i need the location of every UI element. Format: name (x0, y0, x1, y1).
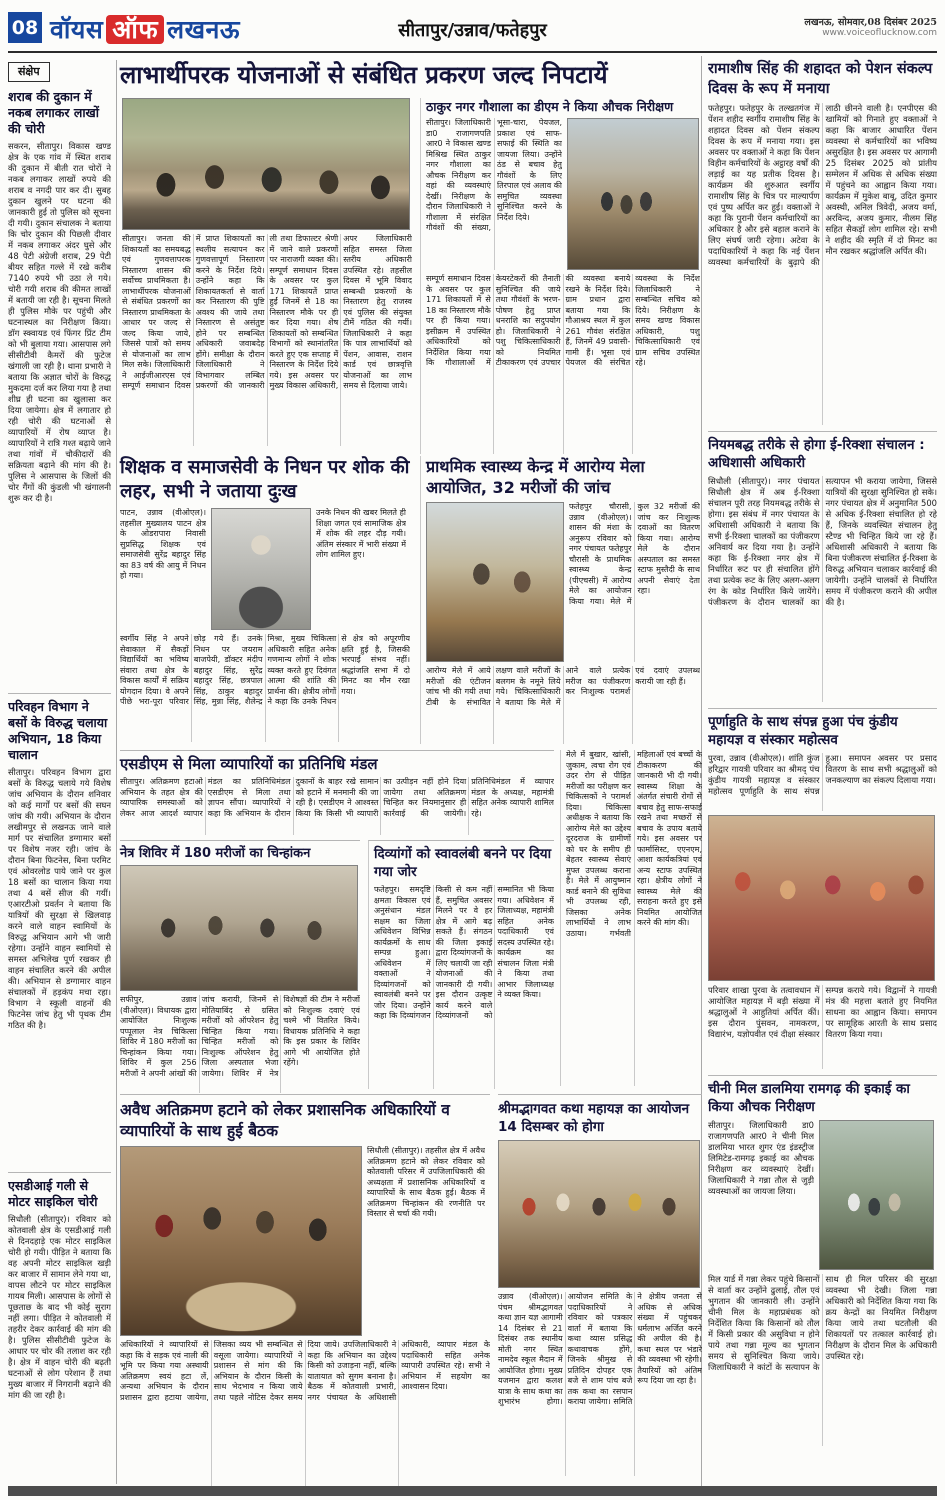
gaushala-article (420, 98, 700, 454)
encroachment-headline: अवैध अतिक्रमण हटाने को लेकर प्रशासनिक अधिकारियों व व्यापारियों के साथ हुई बैठक (120, 1101, 450, 1140)
erickshaw-article (708, 437, 937, 702)
encroachment-body-right: सिधौली (सीतापुर)। तहसील क्षेत्र में अवैध अतिक्रमण हटाने को लेकर रविवार को कोतवाली परिसर में उपजिलाधिकारी की अध्यक्षता में प्रशासनिक अधिकारियों व व्यापारियों के साथ बैठक हुई। बैठक में अतिक्रमण चिन्हांकन की रणनीति पर विस्तार से चर्चा की गयी। (367, 1146, 485, 1218)
photo-eye-camp (120, 865, 358, 991)
brief-body: सीतापुर। परिवहन विभाग द्वारा बसों के विरुद्ध चलाये गये विशेष जांच अभियान के दौरान शनिवार को कई मार्गों पर बसों की सघन जांच की गयी। अभियान के दौरान लखीमपुर से लखनऊ जाने वाले मार्ग पर संचालित डग्गामार बसों पर विशेष नजर रही। जांच के दौरान बिना फिटनेस, बिना परमिट एवं ओवरलोड पाये जाने पर कुल 18 बसों का चालान किया गया तथा 4 बसें सीज की गयीं। एआरटीओ प्रवर्तन ने बताया कि यात्रियों की सुरक्षा से खिलवाड़ करने वाले वाहन स्वामियों के विरुद्ध अभियान आगे भी जारी रहेगा। उन्होंने वाहन स्वामियों से समस्त अभिलेख पूर्ण रखकर ही वाहन संचालित करने की अपील की। अभियान से डग्गामार वाहन संचालकों में हड़कंप मचा रहा। विभाग ने स्कूली वाहनों की फिटनेस जांच हेतु भी पृथक टीम गठित की है। (8, 767, 111, 1030)
obituary-headline: शिक्षक व समाजसेवी के निधन पर शोक की लहर, सभी ने जताया दुःख (120, 457, 410, 502)
eye-camp-headline: नेत्र शिविर में 180 मरीजों का चिन्हांकन (120, 846, 311, 861)
bhagwat-katha-article (498, 1094, 702, 1476)
pension-day-headline: रामाशीष सिंह की शहादत को पेशन संकल्प दिवस के रूप में मनाया (708, 61, 933, 97)
mahayagya-article (708, 714, 937, 1069)
mahayagya-body-top: पुरवा, उन्नाव (वीओएल)। शांति कुंज हरिद्वार गायत्री परिवार का श्रीमद् पंच कुंडीय गायत्री महायज्ञ व संस्कार महोत्सव पूर्णाहुति के साथ संपन्न हुआ। समापन अवसर पर प्रसाद वितरण के साथ सभी श्रद्धालुओं को जनकल्याण का संकल्प दिलाया गया। (708, 753, 937, 796)
sugar-mill-article (708, 1081, 937, 1446)
divider (8, 1172, 111, 1173)
divider (708, 1075, 937, 1076)
mahayagya-body-bottom: परिवार शाखा पुरवा के तत्वावधान में आयोजित महायज्ञ में बड़ी संख्या में श्रद्धालुओं ने आहुतियां अर्पित कीं। इस दौरान पुंसवन, नामकरण, विद्यारंभ, यज्ञोपवीत एवं दीक्षा संस्कार सम्पन्न कराये गये। विद्वानों ने गायत्री मंत्र की महत्ता बताते हुए नियमित साधना का आह्वान किया। समापन पर सामूहिक आरती के साथ प्रसाद वितरण किया गया। (708, 985, 937, 1039)
briefs-section-label: संक्षेप (8, 62, 50, 82)
divyang-body: फतेहपुर। समदृष्टि क्षमता विकास एवं अनुसंधान मंडल सक्षम का जिला अधिवेशन विभिन्न कार्यक्रमों के साथ सम्पन्न हुआ। अधिवेशन में वक्ताओं ने दिव्यांगजनों को स्वावलंबी बनने पर जोर दिया। उन्होंने कहा कि दिव्यांगजन किसी से कम नहीं हैं, समुचित अवसर मिलने पर वे हर क्षेत्र में आगे बढ़ सकते हैं। संगठन की जिला इकाई द्वारा दिव्यांगजनों के लिए चलायी जा रही योजनाओं की जानकारी दी गयी। इस दौरान उत्कृष्ट कार्य करने वाले दिव्यांगजनों को सम्मानित भी किया गया। अधिवेशन में जिलाध्यक्ष, महामंत्री सहित अनेक पदाधिकारी एवं सदस्य उपस्थित रहे। कार्यक्रम का संचालन जिला मंत्री ने किया तथा आभार जिलाध्यक्ष ने व्यक्त किया। (374, 885, 554, 1020)
sidebar-briefs (8, 60, 117, 1484)
masthead (8, 4, 937, 53)
sdm-body: सीतापुर। अतिक्रमण हटाओ अभियान के तहत क्षेत्र की व्यापारिक समस्याओं को लेकर आज आदर्श व्यापार मंडल का प्रतिनिधिमंडल एसडीएम से मिला तथा ज्ञापन सौंपा। व्यापारियों ने कहा कि अभियान के दौरान दुकानों के बाहर रखे सामान को हटाने में मनमानी की जा रही है। एसडीएम ने आश्वस्त किया कि किसी भी व्यापारी का उत्पीड़न नहीं होने दिया जायेगा तथा अतिक्रमण चिन्हित कर नियमानुसार ही कार्रवाई की जायेगी। प्रतिनिधिमंडल में व्यापार मंडल के अध्यक्ष, महामंत्री सहित अनेक व्यापारी शामिल रहे। (120, 777, 554, 818)
footer-bar (8, 1486, 937, 1496)
photo-sugar-mill (819, 1120, 934, 1270)
top-story-block (122, 98, 412, 446)
brand-word-1: वॉयस (50, 15, 104, 44)
brief-body: सकरन, सीतापुर। विकास खण्ड क्षेत्र के एक गांव में स्थित शराब की दुकान में बीती रात चोरों ने नकब लगाकर लाखों रुपये की शराब व नगदी पार कर दी। सुबह दुकान खुलने पर घटना की जानकारी हुई तो पुलिस को सूचना दी गयी। दुकान संचालक ने बताया कि चोर दुकान की पिछली दीवार में नकब लगाकर अंदर घुसे और 48 पेटी अंग्रेजी शराब, 29 पेटी बीयर सहित गल्ले में रखे करीब 7140 रुपये भी उठा ले गये। चोरी गयी शराब की कीमत लाखों में बतायी जा रही है। सूचना मिलते ही पुलिस मौके पर पहुंची और घटनास्थल का निरीक्षण किया। डॉग स्क्वायड एवं फिंगर प्रिंट टीम को भी बुलाया गया। आसपास लगे सीसीटीवी कैमरों की फुटेज खंगाली जा रही है। थाना प्रभारी ने बताया कि अज्ञात चोरों के विरुद्ध मुकदमा दर्ज कर लिया गया है तथा शीघ्र ही घटना का खुलासा कर दिया जायेगा। क्षेत्र में लगातार हो रही चोरी की घटनाओं से व्यापारियों में रोष व्याप्त है। व्यापारियों ने रात्रि गश्त बढ़ाये जाने तथा गांवों में चौकीदारों की सक्रियता बढ़ाने की मांग की है। पुलिस ने आसपास के जिलों की चोर गैंगों की कुंडली भी खंगालनी शुरू कर दी है। (8, 141, 111, 503)
pension-day-body: फतेहपुर। फतेहपुर के तल्खतगंज में पेंशन शहीद स्वर्गीय रामाशीष सिंह के शहादत दिवस को पेंशन संकल्प दिवस के रूप में मनाया गया। इस अवसर पर वक्ताओं ने कहा कि पेंशन विहीन कर्मचारियों के अट्ठारह वर्षों की लड़ाई का यह प्रतीक दिवस है। कार्यक्रम की शुरुआत स्वर्गीय रामाशीष सिंह के चित्र पर माल्यार्पण एवं पुष्प अर्पित कर हुई। वक्ताओं ने कहा कि पुरानी पेंशन कर्मचारियों का अधिकार है और इसे बहाल कराने के लिए संघर्ष जारी रहेगा। अटेवा के पदाधिकारियों ने कहा कि नई पेंशन व्यवस्था कर्मचारियों के बुढ़ापे की लाठी छीनने वाली है। एनपीएस की खामियों को गिनाते हुए वक्ताओं ने कहा कि बाजार आधारित पेंशन व्यवस्था से कर्मचारियों का भविष्य असुरक्षित है। इस अवसर पर आगामी 25 दिसंबर 2025 को प्रांतीय सम्मेलन में अधिक से अधिक संख्या में पहुंचने का आह्वान किया गया। कार्यक्रम में मुकेश बाबू, उदित कुमार अवस्थी, अनिल त्रिवेदी, अजय वर्मा, अरविन्द, अजय कुमार, नीलम सिंह सहित सैकड़ों लोग शामिल रहे। सभी ने शहीद की स्मृति में दो मिनट का मौन रखकर श्रद्धांजलि अर्पित की। (708, 103, 937, 267)
erickshaw-headline: नियमबद्ध तरीके से होगा ई-रिक्शा संचालन : अधिशासी अधिकारी (708, 437, 925, 471)
sdm-headline: एसडीएम से मिला व्यापारियों का प्रतिनिधि मंडल (120, 755, 378, 773)
top-story-body: सीतापुर। जनता की शिकायतों का समयबद्ध एवं गुणवत्तापरक निस्तारण शासन की सर्वोच्च प्राथमिकता है। लाभार्थीपरक योजनाओं से संबंधित प्रकरणों का निस्तारण प्राथमिकता के आधार पर जल्द से जल्द किया जाये, जिससे पात्रों को समय से योजनाओं का लाभ मिल सके। जिलाधिकारी ने आईजीआरएस एवं सम्पूर्ण समाधान दिवस में प्राप्त शिकायतों का स्थलीय सत्यापन कर गुणवत्तापूर्ण निस्तारण करने के निर्देश दिये। उन्होंने कहा कि शिकायतकर्ता से वार्ता कर निस्तारण की पुष्टि अवश्य की जाये तथा निस्तारण से असंतुष्ट होने पर सम्बन्धित अधिकारी जवाबदेह होंगे। समीक्षा के दौरान जिलाधिकारी ने विभागवार लम्बित प्रकरणों की जानकारी ली तथा डिफाल्टर श्रेणी में जाने वाले प्रकरणों पर नाराजगी व्यक्त की। सम्पूर्ण समाधान दिवस के अवसर पर कुल 171 शिकायतें प्राप्त हुईं जिनमें से 18 का निस्तारण मौके पर ही कर दिया गया। शेष शिकायतों को सम्बन्धित विभागों को स्थानांतरित करते हुए एक सप्ताह में निस्तारण के निर्देश दिये गये। इस अवसर पर मुख्य विकास अधिकारी, अपर जिलाधिकारी सहित समस्त जिला स्तरीय अधिकारी उपस्थित रहे। तहसील दिवस में भूमि विवाद सम्बन्धी प्रकरणों के निस्तारण हेतु राजस्व एवं पुलिस की संयुक्त टीमें गठित की गयीं। जिलाधिकारी ने कहा कि पात्र लाभार्थियों को पेंशन, आवास, राशन कार्ड एवं छात्रवृत्ति योजनाओं का लाभ समय से दिलाया जाये। (122, 234, 412, 390)
newspaper-brand (50, 12, 240, 46)
brief-headline: एसडीआई गली से मोटर साइकिल चोरी (8, 1178, 98, 1209)
eye-camp-body: सफीपुर, उन्नाव (वीओएल)। विधायक द्वारा आयोजित निःशुल्क पप्पूलाल नेत्र चिकित्सा शिविर में 180 मरीजों का चिन्हांकन किया गया। शिविर में कुल 256 मरीजों ने अपनी आंखों की जांच करायी, जिनमें से मोतियाबिंद से ग्रसित मरीजों को ऑपरेशन हेतु चिन्हित किया गया। चिन्हित मरीजों को निःशुल्क ऑपरेशन हेतु जिला अस्पताल भेजा जायेगा। शिविर में नेत्र विशेषज्ञों की टीम ने मरीजों को निःशुल्क दवाएं एवं चश्मे भी वितरित किये। विधायक प्रतिनिधि ने कहा कि इस प्रकार के शिविर आगे भी आयोजित होते रहेंगे। (120, 995, 360, 1078)
brief-headline: शराब की दुकान में नकब लगाकर लाखों की चोरी (8, 89, 100, 136)
brief-body: सिधौली (सीतापुर)। रविवार को कोतवाली क्षेत्र के एसडीआई गली से दिनदहाड़े एक मोटर साइकिल चोरी हो गयी। पीड़ित ने बताया कि वह अपनी मोटर साइकिल खड़ी कर बाजार में सामान लेने गया था, वापस लौटने पर मोटर साइकिल गायब मिली। आसपास के लोगों से पूछताछ के बाद भी कोई सुराग नहीं लगा। पीड़ित ने कोतवाली में तहरीर देकर कार्रवाई की मांग की है। पुलिस सीसीटीवी फुटेज के आधार पर चोर की तलाश कर रही है। क्षेत्र में वाहन चोरी की बढ़ती घटनाओं से लोग परेशान हैं तथा मुख्य बाजार में निगरानी बढ़ाने की मांग की जा रही है। (8, 1214, 111, 1400)
gaushala-body-bottom: सम्पूर्ण समाधान दिवस के अवसर पर कुल 171 शिकायतों में से 18 का निस्तारण मौके पर ही किया गया। इसीक्रम में उपस्थित अधिकारियों को निर्देशित किया गया कि गौशालाओं में केयरटेकरों की तैनाती सुनिश्चित की जाये तथा गौवंशों के भरण-पोषण हेतु प्राप्त धनराशि का सदुपयोग हो। जिलाधिकारी ने पशु चिकित्साधिकारी को नियमित टीकाकरण एवं उपचार की व्यवस्था बनाये रखने के निर्देश दिये। ग्राम प्रधान द्वारा बताया गया कि गौआश्रय स्थल में कुल 261 गौवंश संरक्षित हैं, जिनमें 49 प्रवासी-गामी हैं। भूसा एवं पेयजल की संरचित व्यवस्था के निर्देश जिलाधिकारी ने सम्बन्धित सचिव को दिये। निरीक्षण के समय खण्ड विकास अधिकारी, पशु चिकित्साधिकारी एवं ग्राम सचिव उपस्थित रहे। (426, 274, 700, 367)
brand-word-3: लखनऊ (167, 15, 241, 44)
gaushala-body-top: सीतापुर। जिलाधिकारी डा0 राजागणपति आर0 ने विकास खण्ड मिश्रिख स्थित ठाकुर नगर गौशाला का औचक निरीक्षण कर वहां की व्यवस्थाएं देखीं। निरीक्षण के दौरान जिलाधिकारी ने गौशाला में संरक्षित गौवंशों की संख्या, भूसा-चारा, पेयजल, प्रकाश एवं साफ-सफाई की स्थिति का जायजा लिया। उन्होंने ठंड से बचाव हेतु गौवंशों के लिए तिरपाल एवं अलाव की समुचित व्यवस्था सुनिश्चित करने के निर्देश दिये। (426, 118, 562, 232)
sugar-mill-body-left: सीतापुर। जिलाधिकारी डा0 राजागणपति आर0 ने चीनी मिल डालमिया भारत शुगर एंड इंडस्ट्रीज लिमिटेड-रामगढ़ इकाई का औचक निरीक्षण कर व्यवस्थाएं देखीं। जिलाधिकारी ने गन्ना तौल से जुड़ी व्यवस्थाओं का जायजा लिया। (708, 1120, 814, 1196)
divyang-article (368, 840, 554, 1089)
top-story-headline: लाभार्थीपरक योजनाओं से संबंधित प्रकरण जल्द निपटायें (120, 61, 608, 89)
bhagwat-body: उन्नाव (वीओएल)। पंचम श्रीमद्भागवत कथा ज्ञान यज्ञ आगामी 14 दिसंबर से 21 दिसंबर तक स्थानीय मोती नगर स्थित नामदेव स्कूल मैदान में आयोजित होगा। मुख्य यजमान द्वारा कलश यात्रा के साथ कथा का शुभारंभ होगा। आयोजन समिति के पदाधिकारियों ने रविवार को पत्रकार वार्ता में बताया कि कथा व्यास प्रसिद्ध कथावाचक होंगे, जिनके श्रीमुख से प्रतिदिन दोपहर एक बजे से शाम पांच बजे तक कथा का रसपान कराया जायेगा। समिति ने क्षेत्रीय जनता से अधिक से अधिक संख्या में पहुंचकर धर्मलाभ अर्जित करने की अपील की है। कथा स्थल पर भंडारे की व्यवस्था भी रहेगी। तैयारियों को अंतिम रूप दिया जा रहा है। (498, 1292, 702, 1406)
center-section (120, 56, 702, 1494)
photo-gaushala-inspection (567, 118, 699, 270)
encroachment-body-bottom: अधिकारियों ने व्यापारियों से कहा कि वे सड़क एवं नाली की भूमि पर किया गया अस्थायी अतिक्रमण स्वयं हटा लें, अन्यथा अभियान के दौरान प्रशासन द्वारा हटाया जायेगा, जिसका व्यय भी सम्बन्धित से वसूला जायेगा। व्यापारियों ने प्रशासन से मांग की कि अभियान के दौरान किसी के साथ भेदभाव न किया जाये तथा पहले नोटिस देकर समय दिया जाये। उपजिलाधिकारी ने कहा कि अभियान का उद्देश्य किसी को उजाड़ना नहीं, बल्कि यातायात को सुगम बनाना है। बैठक में कोतवाली प्रभारी, नगर पंचायत के अधिशासी अधिकारी, व्यापार मंडल के पदाधिकारी सहित अनेक व्यापारी उपस्थित रहे। सभी ने अभियान में सहयोग का आश्वासन दिया। (120, 1340, 490, 1402)
brief-article-bike-theft (8, 1178, 111, 1484)
obituary-body-bottom: स्वर्गीय सिंह ने अपने सेवाकाल में सैकड़ों विद्यार्थियों का भविष्य संवारा तथा क्षेत्र के विकास कार्यों में सक्रिय योगदान दिया। वे अपने पीछे भरा-पूरा परिवार छोड़ गये हैं। उनके निधन पर जयराम बाजपेयी, डॉक्टर मंदीप बहादुर सिंह, सुरेंद्र बहादुर सिंह, छत्रपाल सिंह, ठाकुर बहादुर सिंह, मुन्ना सिंह, शैलेन्द्र मिश्रा, मुख्य चिकित्सा अधिकारी सहित अनेक गणमान्य लोगों ने शोक व्यक्त करते हुए दिवंगत आत्मा की शांति की प्रार्थना की। क्षेत्रीय लोगों ने कहा कि उनके निधन से क्षेत्र को अपूरणीय क्षति हुई है, जिसकी भरपाई संभव नहीं। श्रद्धांजलि सभा में दो मिनट का मौन रखा गया। (120, 634, 410, 706)
health-fair-headline: प्राथमिक स्वास्थ्य केन्द्र में आरोग्य मेला आयोजित, 32 मरीजों की जांच (426, 457, 645, 497)
photo-health-fair (426, 502, 564, 662)
gaushala-headline: ठाकुर नगर गौशाला का डीएम ने किया औचक निरीक्षण (426, 99, 674, 114)
page-number: 08 (8, 12, 42, 43)
edition-region: सीतापुर/उन्नाव/फतेहपुर (398, 20, 547, 41)
divider (708, 708, 937, 709)
brief-headline: परिवहन विभाग ने बसों के विरुद्ध चलाया अभियान, 18 किया चालान (8, 699, 108, 762)
encroachment-article (120, 1094, 490, 1488)
obituary-article (120, 456, 410, 742)
photo-encroachment-meeting (120, 1146, 362, 1336)
health-fair-body-continued: मेले में बुखार, खांसी, जुकाम, त्वचा रोग एवं उदर रोग से पीड़ित मरीजों का परीक्षण कर चिकित्सकों ने परामर्श दिया। चिकित्सा अधीक्षक ने बताया कि आरोग्य मेले का उद्देश्य दूरदराज के ग्रामीणों को घर के समीप ही बेहतर स्वास्थ्य सेवाएं मुफ्त उपलब्ध कराना है। मेले में आयुष्मान कार्ड बनाने की सुविधा भी उपलब्ध रही, जिसका अनेक लाभार्थियों ने लाभ उठाया। गर्भवती महिलाओं एवं बच्चों के टीकाकरण की जानकारी भी दी गयी। स्वास्थ्य शिक्षा के अंतर्गत संचारी रोगों से बचाव हेतु साफ-सफाई रखने तथा मच्छरों से बचाव के उपाय बताये गये। इस अवसर पर फार्मासिस्ट, एएनएम, आशा कार्यकत्रियां एवं अन्य स्टाफ उपस्थित रहा। क्षेत्रीय लोगों ने स्वास्थ्य मेले की सराहना करते हुए इसे नियमित आयोजित करने की मांग की। (560, 750, 702, 1086)
masthead-right (804, 15, 937, 38)
dateline: लखनऊ, सोमवार,08 दिसंबर 2025 (804, 17, 937, 28)
divyang-headline: दिव्यांगों को स्वावलंबी बनने पर दिया गया जोर (374, 846, 552, 880)
divider (8, 693, 111, 694)
erickshaw-body: सिधौली (सीतापुर)। नगर पंचायत सिधौली क्षेत्र में अब ई-रिक्शा संचालन पूरी तरह नियमबद्ध तरीके से होगा। इस संबंध में नगर पंचायत के अधिशासी अधिकारी ने बताया कि सभी ई-रिक्शा चालकों का पंजीकरण अनिवार्य कर दिया गया है। उन्होंने कहा कि ई-रिक्शा नगर क्षेत्र में निर्धारित रूट पर ही संचालित होंगे तथा प्रत्येक रूट के लिए अलग-अलग रंग के कोड निर्धारित किये जायेंगे। पंजीकरण के दौरान चालकों का सत्यापन भी कराया जायेगा, जिससे यात्रियों की सुरक्षा सुनिश्चित हो सके। नगर पंचायत क्षेत्र में अनुमानित 500 से अधिक ई-रिक्शा संचालित हो रहे हैं, जिनके व्यवस्थित संचालन हेतु स्टैण्ड भी चिन्हित किये जा रहे हैं। अधिशासी अधिकारी ने बताया कि बिना पंजीकरण संचालित ई-रिक्शा के विरुद्ध अभियान चलाकर कार्रवाई की जायेगी। उन्होंने चालकों से निर्धारित समय में पंजीकरण कराने की अपील की है। (708, 476, 937, 607)
eye-camp-article (120, 840, 360, 1093)
right-section (708, 56, 937, 1494)
health-fair-article (420, 456, 700, 744)
obituary-body-right: उनके निधन की खबर मिलते ही शिक्षा जगत एवं सामाजिक क्षेत्र में शोक की लहर दौड़ गयी। अंतिम संस्कार में भारी संख्या में लोग शामिल हुए। (316, 508, 406, 559)
sugar-mill-headline: चीनी मिल डालमिया रामगढ़ की इकाई का किया औचक निरीक्षण (708, 1081, 910, 1115)
sdm-delegation-article (120, 750, 554, 835)
mahayagya-headline: पूर्णाहुति के साथ संपन्न हुआ पंच कुंडीय महायज्ञ व संस्कार महोत्सव (708, 714, 898, 748)
pension-day-article (708, 60, 937, 425)
website-link[interactable]: www.voiceoflucknow.com (822, 28, 937, 38)
brand-word-2: ऑफ (106, 15, 164, 44)
health-fair-body-mid: आरोग्य मेले में आये मरीजों की एंटीजन जांच भी की गयी तथा टीबी के संभावित लक्षण वाले मरीजों के बलगम के नमूने लिये गये। चिकित्साधिकारी ने बताया कि मेले में आने वाले प्रत्येक मरीज का पंजीकरण कर निःशुल्क परामर्श एवं दवाएं उपलब्ध करायी जा रही हैं। (426, 666, 700, 707)
sugar-mill-body-bottom: मिल यार्ड में गन्ना लेकर पहुंचे किसानों से वार्ता कर उन्होंने ढुलाई, तौल एवं भुगतान की जानकारी ली। उन्होंने चीनी मिल के महाप्रबंधक को निर्देशित किया कि किसानों को तौल में किसी प्रकार की असुविधा न होने पाये तथा गन्ना मूल्य का भुगतान समय से सुनिश्चित किया जाये। जिलाधिकारी ने कांटों के सत्यापन के साथ ही मिल परिसर की सुरक्षा व्यवस्था भी देखी। जिला गन्ना अधिकारी को निर्देशित किया गया कि क्रय केन्द्रों का नियमित निरीक्षण किया जाये तथा घटतौली की शिकायतों पर तत्काल कार्रवाई हो। निरीक्षण के दौरान मिल के अधिकारी उपस्थित रहे। (708, 1274, 937, 1372)
bhagwat-headline: श्रीमद्भागवत कथा महायज्ञ का आयोजन 14 दिसम्बर को होगा (498, 1101, 690, 1135)
photo-review-meeting (122, 98, 410, 230)
divider (708, 431, 937, 432)
photo-bhagwat-committee (498, 1140, 700, 1288)
health-fair-body-top: फतेहपुर चौरासी, उन्नाव (वीओएल)। शासन की मंशा के अनुरूप रविवार को नगर पंचायत फतेहपुर चौरासी के प्राथमिक स्वास्थ्य केन्द्र (पीएचसी) में आरोग्य मेले का आयोजन किया गया। मेले में कुल 32 मरीजों की जांच कर निःशुल्क दवाओं का वितरण किया गया। आरोग्य मेले के दौरान अस्पताल का समस्त स्टाफ मुस्तैदी के साथ अपनी सेवाएं देता रहा। (569, 502, 700, 606)
obituary-body-left: पाटन, उन्नाव (वीओएल)। तहसील मुख्यालय पाटन क्षेत्र के ओडरापारा निवासी सुप्रसिद्ध शिक्षक एवं समाजसेवी सुरेंद्र बहादुर सिंह का 83 वर्ष की आयु में निधन हो गया। (120, 508, 206, 580)
photo-portrait-deceased (211, 508, 311, 630)
photo-mahayagya-crowd (708, 815, 935, 981)
brief-article-transport (8, 699, 111, 1165)
brief-article-theft (8, 89, 111, 686)
